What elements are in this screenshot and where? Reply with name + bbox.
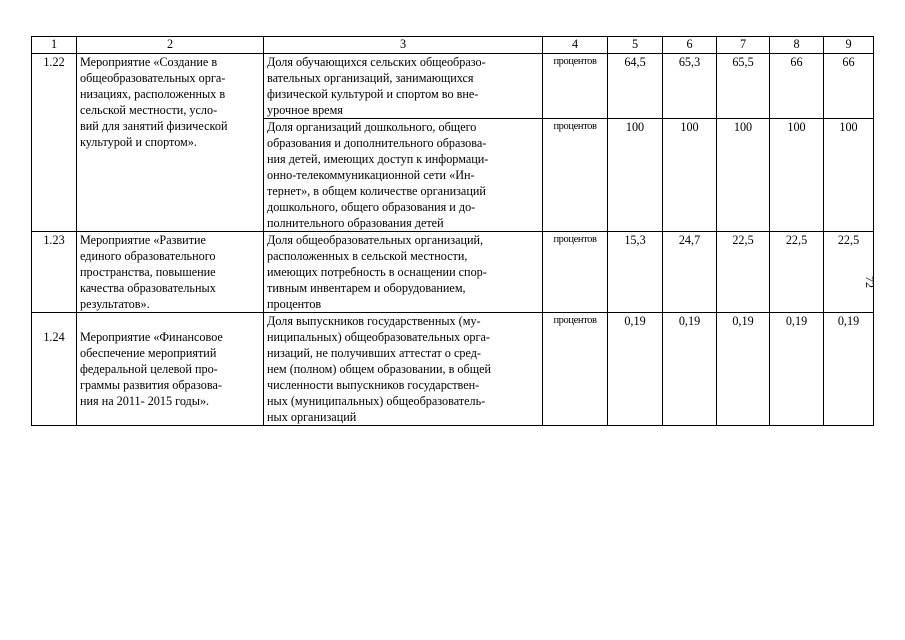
- measure-line: вий для занятий физической: [80, 119, 228, 133]
- measure-line: федеральной целевой про-: [80, 362, 218, 376]
- value-cell: 22,5: [770, 232, 824, 313]
- measure-line: обеспечение мероприятий: [80, 346, 217, 360]
- measure-line: пространства, повышение: [80, 265, 216, 279]
- value-cell: 100: [608, 119, 663, 232]
- value-cell: 22,5: [717, 232, 770, 313]
- value-cell: 100: [824, 119, 874, 232]
- value-cell: 65,3: [663, 54, 717, 119]
- col-header-9: 9: [824, 37, 874, 54]
- table-row: [32, 313, 874, 426]
- indicator-line: дошкольного, общего образования и до-: [267, 200, 476, 214]
- indicator-text: [264, 54, 543, 119]
- indicator-line: ных организаций: [267, 410, 357, 424]
- indicator-line: образования и дополнительного образова-: [267, 136, 487, 150]
- indicator-line: ниципальных) общеобразовательных орга-: [267, 330, 490, 344]
- indicator-line: физической культурой и спортом во вне-: [267, 87, 479, 101]
- indicator-line: ния детей, имеющих доступ к информаци-: [267, 152, 489, 166]
- measure-line: ния на 2011- 2015 годы».: [80, 394, 210, 408]
- indicator-line: численности выпускников государствен-: [267, 378, 480, 392]
- unit-cell: процентов: [543, 119, 608, 232]
- page-number: 72: [863, 276, 877, 288]
- col-header-8: 8: [770, 37, 824, 54]
- table-row: [32, 54, 874, 119]
- indicator-line: процентов: [267, 297, 322, 311]
- measure-text: [77, 232, 264, 313]
- header-row: [32, 37, 874, 54]
- measure-text: [77, 313, 264, 426]
- value-cell: 64,5: [608, 54, 663, 119]
- indicator-line: тивным инвентарем и оборудованием,: [267, 281, 466, 295]
- indicator-text: [264, 119, 543, 232]
- measure-line: Мероприятие «Развитие: [80, 233, 206, 247]
- measure-line: Мероприятие «Создание в: [80, 55, 218, 69]
- row-number: 1.22: [32, 54, 77, 232]
- row-number: [32, 313, 77, 426]
- indicator-line: ных (муниципальных) общеобразователь-: [267, 394, 486, 408]
- col-header-2: 2: [77, 37, 264, 54]
- indicator-line: расположенных в сельской местности,: [267, 249, 468, 263]
- measure-text: [77, 54, 264, 232]
- value-cell: 66: [824, 54, 874, 119]
- indicator-text: [264, 232, 543, 313]
- indicator-line: Доля обучающихся сельских общеобразо-: [267, 55, 486, 69]
- indicator-line: вательных организаций, занимающихся: [267, 71, 474, 85]
- col-header-7: 7: [717, 37, 770, 54]
- indicator-line: полнительного образования детей: [267, 216, 444, 230]
- value-cell: 0,19: [824, 313, 874, 426]
- col-header-4: 4: [543, 37, 608, 54]
- col-header-1: 1: [32, 37, 77, 54]
- indicator-line: тернет», в общем количестве организаций: [267, 184, 486, 198]
- indicator-line: низаций, не получивших аттестат о сред-: [267, 346, 481, 360]
- measure-line: единого образовательного: [80, 249, 216, 263]
- measure-line: сельской местности, усло-: [80, 103, 218, 117]
- value-cell: 0,19: [663, 313, 717, 426]
- unit-cell: процентов: [543, 313, 608, 426]
- col-header-3: 3: [264, 37, 543, 54]
- measure-line: общеобразовательных орга-: [80, 71, 226, 85]
- value-cell: 65,5: [717, 54, 770, 119]
- indicator-line: Доля организаций дошкольного, общего: [267, 120, 477, 134]
- indicator-line: Доля выпускников государственных (му-: [267, 314, 481, 328]
- value-cell: 15,3: [608, 232, 663, 313]
- measure-line: результатов».: [80, 297, 150, 311]
- value-cell: 0,19: [608, 313, 663, 426]
- measure-line: культурой и спортом».: [80, 135, 197, 149]
- col-header-5: 5: [608, 37, 663, 54]
- value-cell: 100: [770, 119, 824, 232]
- measure-line: качества образовательных: [80, 281, 216, 295]
- indicators-table: [31, 36, 874, 426]
- indicator-line: нем (полном) общем образовании, в общей: [267, 362, 492, 376]
- measure-line: Мероприятие «Финансовое: [80, 330, 223, 344]
- value-cell: 100: [717, 119, 770, 232]
- indicator-text: [264, 313, 543, 426]
- value-cell: 24,7: [663, 232, 717, 313]
- indicator-line: онно-телекоммуникационной сети «Ин-: [267, 168, 475, 182]
- value-cell: 0,19: [770, 313, 824, 426]
- row-number: 1.23: [32, 232, 77, 313]
- indicator-line: имеющих потребность в оснащении спор-: [267, 265, 487, 279]
- row-number-text: 1.24: [43, 330, 65, 344]
- measure-line: низациях, расположенных в: [80, 87, 226, 101]
- measure-line: граммы развития образова-: [80, 378, 222, 392]
- indicator-line: Доля общеобразовательных организаций,: [267, 233, 484, 247]
- value-cell: 0,19: [717, 313, 770, 426]
- indicator-line: урочное время: [267, 103, 343, 117]
- col-header-6: 6: [663, 37, 717, 54]
- value-cell: 66: [770, 54, 824, 119]
- value-cell: 22,5: [824, 232, 874, 313]
- unit-cell: процентов: [543, 232, 608, 313]
- unit-cell: процентов: [543, 54, 608, 119]
- table-row: [32, 232, 874, 313]
- value-cell: 100: [663, 119, 717, 232]
